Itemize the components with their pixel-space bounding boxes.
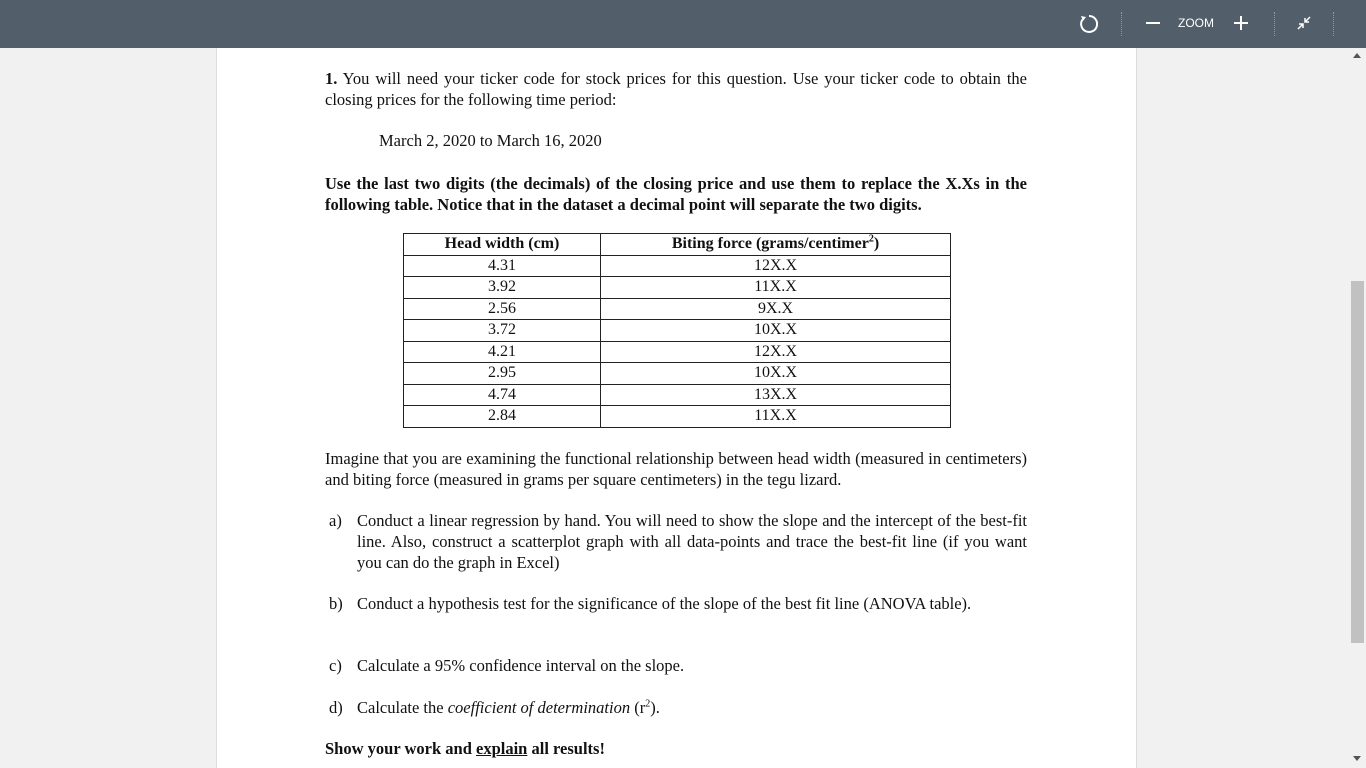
biting-force-cell: 13X.X	[601, 384, 951, 406]
final-instruction: Show your work and explain all results!	[325, 739, 605, 758]
plus-icon[interactable]	[1234, 16, 1248, 30]
table-row	[404, 341, 951, 363]
header-biting-force: Biting force (grams/centimer$^2$)	[601, 234, 951, 256]
task-label: b)	[329, 594, 343, 613]
table-row	[404, 277, 951, 299]
emphasis-explain: explain	[476, 739, 528, 758]
table-header-row	[404, 234, 951, 256]
head-width-cell: 4.31	[404, 255, 601, 277]
head-width-cell: 2.95	[404, 363, 601, 385]
date-range: March 2, 2020 to March 16, 2020	[379, 131, 602, 150]
scenario-text: Imagine that you are examining the functional relationship between head width (measured in centimeters) and biting force (measured in grams per square centimeters) in the tegu lizard.	[325, 449, 1027, 489]
task-b	[325, 593, 1027, 614]
biting-force-cell: 11X.X	[601, 277, 951, 299]
task-text: Calculate a 95% confidence interval on the slope.	[357, 656, 685, 675]
scrollbar-thumb[interactable]	[1351, 281, 1364, 643]
zoom-label: ZOOM	[1178, 16, 1214, 30]
question-number: 1.	[325, 69, 338, 88]
table-row	[404, 406, 951, 428]
scroll-up-icon[interactable]	[1353, 53, 1361, 58]
table-row	[404, 320, 951, 342]
task-d	[325, 697, 1027, 718]
head-width-cell: 4.21	[404, 341, 601, 363]
question-1	[325, 68, 1027, 110]
scroll-down-icon[interactable]	[1353, 756, 1361, 761]
toolbar-divider	[1333, 12, 1334, 36]
collapse-icon[interactable]	[1296, 15, 1312, 31]
task-label: c)	[329, 656, 342, 675]
biting-force-cell: 12X.X	[601, 255, 951, 277]
data-table	[403, 233, 951, 428]
task-a	[325, 510, 1027, 573]
instruction-text: Use the last two digits (the decimals) of the closing price and use them to replace the X.Xs in the following table. Notice that in the dataset a decimal point will separate the two digits.	[325, 174, 1027, 214]
minus-icon[interactable]	[1146, 16, 1160, 30]
viewer-toolbar	[0, 0, 1366, 48]
task-text: Conduct a hypothesis test for the significance of the slope of the best fit line (ANOVA table).	[357, 594, 972, 613]
head-width-cell: 2.84	[404, 406, 601, 428]
head-width-cell: 3.92	[404, 277, 601, 299]
term-italic: coefficient of determination	[447, 698, 631, 717]
biting-force-cell: 9X.X	[601, 298, 951, 320]
table-row	[404, 255, 951, 277]
document-page	[216, 48, 1137, 768]
task-text: Conduct a linear regression by hand. You will need to show the slope and the intercept of the best-fit line. Also, construct a scatterplot graph with all data-points and trace the best-fit line (if you want you can do the graph in Excel)	[357, 511, 1027, 572]
biting-force-cell: 10X.X	[601, 363, 951, 385]
biting-force-cell: 10X.X	[601, 320, 951, 342]
table-row	[404, 384, 951, 406]
refresh-icon[interactable]	[1078, 13, 1100, 35]
task-text: Calculate the coefficient of determination $(r^2)$.	[357, 698, 660, 717]
biting-force-cell: 11X.X	[601, 406, 951, 428]
header-head-width: Head width (cm)	[404, 234, 601, 256]
task-label: d)	[329, 698, 343, 717]
head-width-cell: 4.74	[404, 384, 601, 406]
biting-force-cell: 12X.X	[601, 341, 951, 363]
head-width-cell: 2.56	[404, 298, 601, 320]
table-row	[404, 298, 951, 320]
table-row	[404, 363, 951, 385]
toolbar-divider	[1274, 12, 1275, 36]
question-text: You will need your ticker code for stock prices for this question. Use your ticker code to obtain the closing prices for the following time period:	[325, 69, 1027, 109]
toolbar-divider	[1121, 12, 1122, 36]
task-label: a)	[329, 511, 342, 530]
task-c	[325, 655, 1027, 676]
head-width-cell: 3.72	[404, 320, 601, 342]
